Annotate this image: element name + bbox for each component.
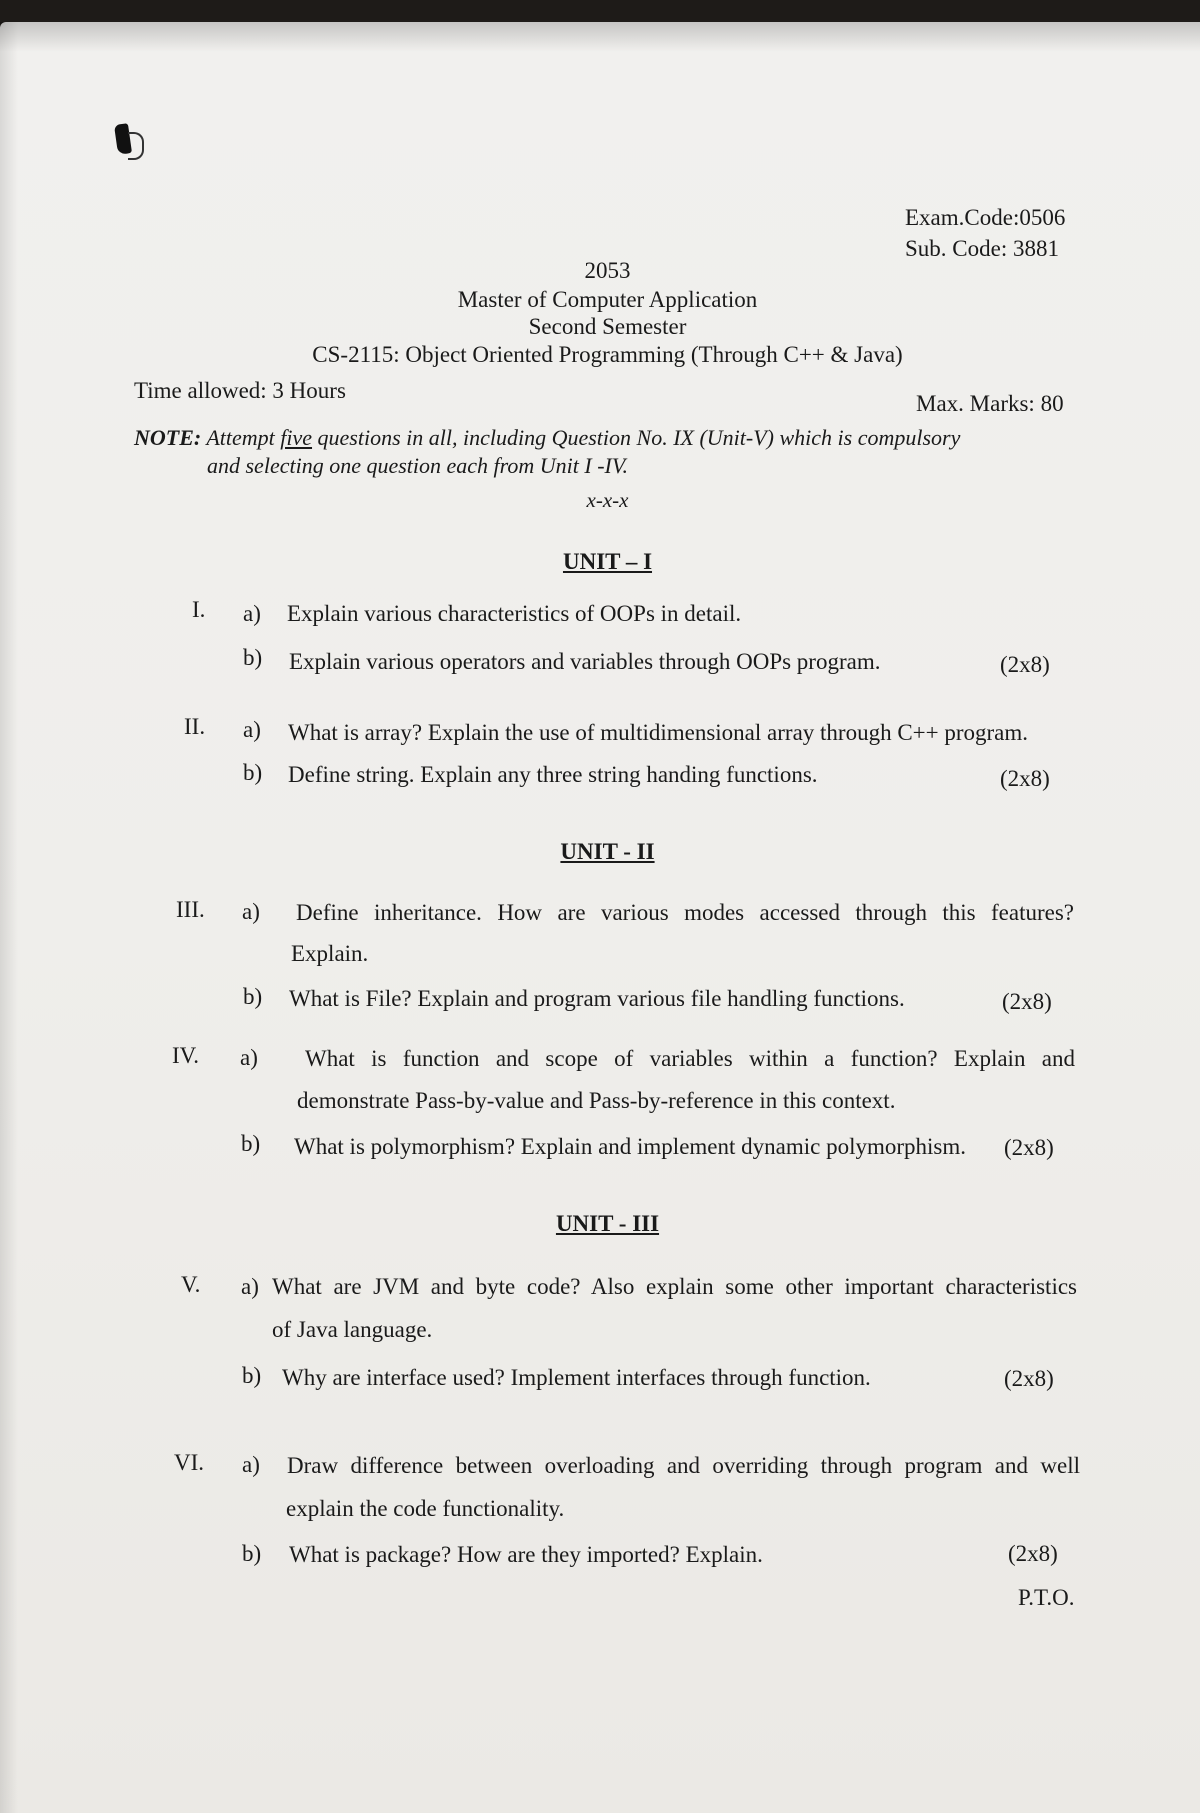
note-five: five <box>280 425 313 450</box>
q6-b-label: b) <box>242 1541 262 1566</box>
q1-a-text: Explain various characteristics of OOPs in detail. <box>287 601 742 626</box>
q5-a-line-2: of Java language. <box>272 1317 433 1342</box>
q1-a-label: a) <box>243 601 261 626</box>
q4-b-label: b) <box>241 1131 261 1156</box>
q5-a-line-1: What are JVM and byte code? Also explain some other important characteristics <box>272 1274 1077 1299</box>
q2-a-text: What is array? Explain the use of multidimensional array through C++ program. <box>288 720 1029 745</box>
q6-a-line-1: Draw difference between overloading and overriding through program and well <box>287 1453 1080 1478</box>
q5-a-label: a) <box>241 1274 259 1299</box>
please-turn-over: P.T.O. <box>1018 1585 1075 1610</box>
exam-code: Exam.Code:0506 <box>905 205 1066 230</box>
note-post: questions in all, including Question No. IX (Unit-V) which is compulsory <box>317 425 961 450</box>
unit-1-heading: UNIT – I <box>562 549 653 574</box>
q6-a-line-2: explain the code functionality. <box>286 1496 565 1521</box>
q4-a-line-1: What is function and scope of variables within a function? Explain and <box>305 1046 1075 1071</box>
q3-marks: (2x8) <box>1002 989 1052 1014</box>
course-title: CS-2115: Object Oriented Programming (Through C++ & Java) <box>312 342 903 367</box>
question-number-6: VI. <box>174 1450 205 1475</box>
q6-marks: (2x8) <box>1008 1541 1058 1566</box>
q4-a-line-2: demonstrate Pass-by-value and Pass-by-reference in this context. <box>297 1088 896 1113</box>
q1-b-label: b) <box>243 645 263 670</box>
q5-b-text: Why are interface used? Implement interfaces through function. <box>282 1365 871 1390</box>
question-number-5: V. <box>181 1272 201 1297</box>
q3-a-label: a) <box>242 899 260 924</box>
max-marks: Max. Marks: 80 <box>916 391 1064 416</box>
q5-marks: (2x8) <box>1004 1366 1054 1391</box>
q4-b-text: What is polymorphism? Explain and implement dynamic polymorphism. <box>294 1134 967 1159</box>
q6-a-label: a) <box>242 1452 260 1477</box>
time-allowed: Time allowed: 3 Hours <box>134 378 346 403</box>
q1-b-text: Explain various operators and variables through OOPs program. <box>289 649 881 674</box>
q5-b-label: b) <box>242 1363 262 1388</box>
q3-b-text: What is File? Explain and program various file handling functions. <box>289 986 905 1011</box>
sub-code: Sub. Code: 3881 <box>905 236 1059 261</box>
note-pre: Attempt <box>206 425 275 450</box>
semester: Second Semester <box>528 314 687 339</box>
degree-title: Master of Computer Application <box>457 287 758 312</box>
q2-marks: (2x8) <box>1000 766 1050 791</box>
q4-marks: (2x8) <box>1004 1135 1054 1160</box>
exam-year: 2053 <box>584 258 631 283</box>
note-line-2: and selecting one question each from Unit I -IV. <box>207 453 628 478</box>
q3-a-line-1: Define inheritance. How are various modes accessed through this features? <box>296 900 1074 925</box>
q3-b-label: b) <box>243 984 263 1009</box>
q6-b-text: What is package? How are they imported? Explain. <box>289 1542 763 1567</box>
punch-hole-outline <box>128 132 144 160</box>
question-number-1: I. <box>192 597 206 622</box>
question-number-3: III. <box>176 897 205 922</box>
question-number-2: II. <box>184 714 206 739</box>
q2-a-label: a) <box>243 717 261 742</box>
question-number-4: IV. <box>172 1043 200 1068</box>
unit-3-heading: UNIT - III <box>555 1211 660 1236</box>
q2-b-label: b) <box>243 760 263 785</box>
q2-b-text: Define string. Explain any three string handing functions. <box>288 762 818 787</box>
q1-marks: (2x8) <box>1000 652 1050 677</box>
exam-codes <box>905 202 1065 264</box>
unit-2-heading: UNIT - II <box>560 839 655 864</box>
q3-a-line-2: Explain. <box>291 941 369 966</box>
note-line-1 <box>134 425 960 451</box>
note-label: NOTE: <box>134 425 202 450</box>
separator: x-x-x <box>586 488 629 512</box>
q4-a-label: a) <box>240 1045 258 1070</box>
